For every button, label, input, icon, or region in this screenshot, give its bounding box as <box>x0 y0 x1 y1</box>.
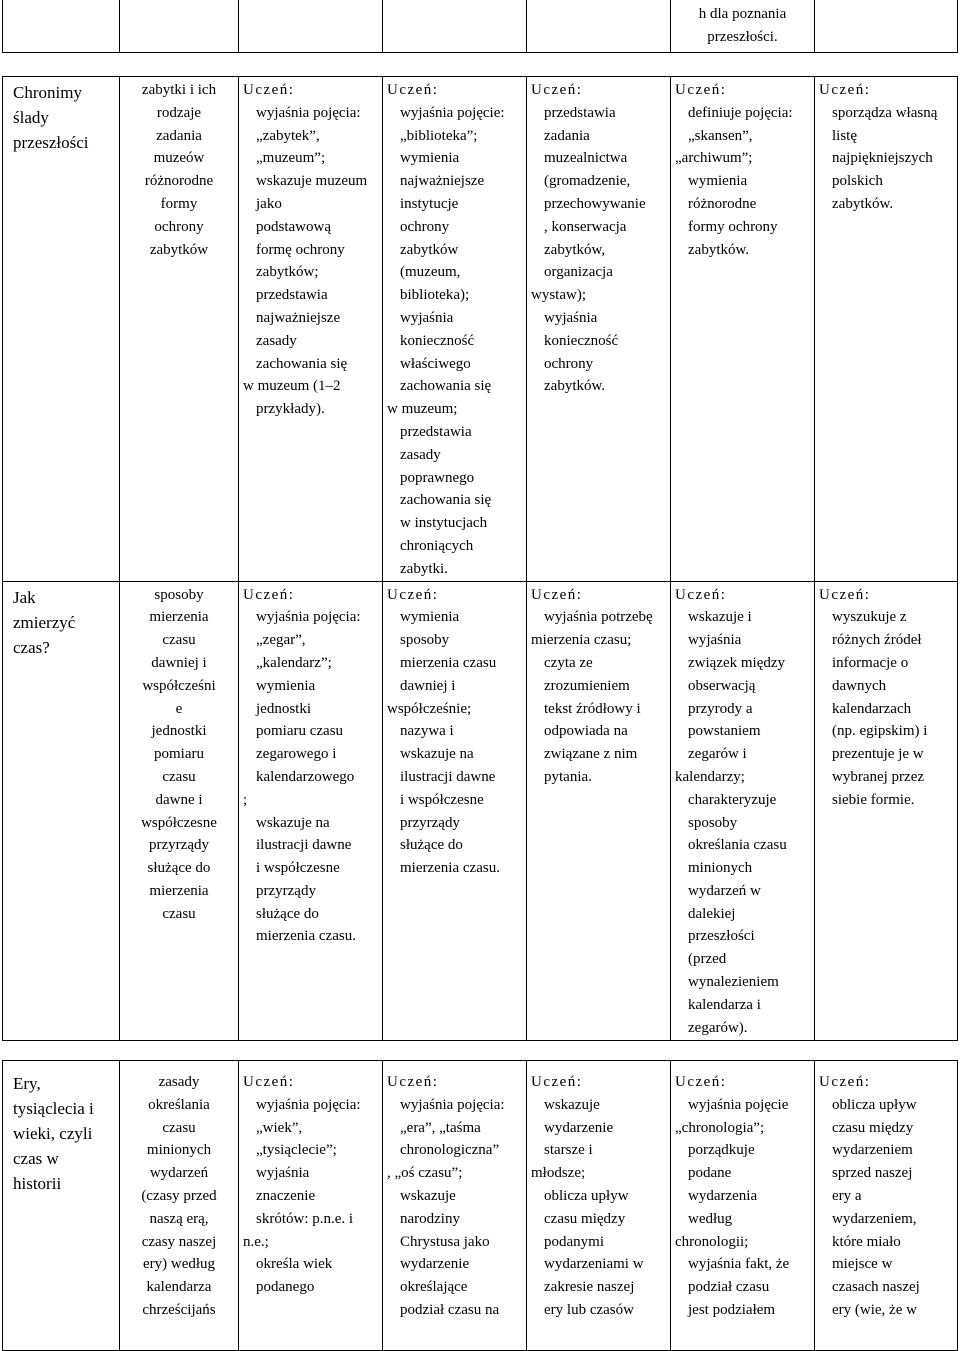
cell-line: ślady <box>13 108 49 127</box>
cell-line: naszą erą, <box>149 1210 209 1227</box>
cell-line: „wiek”, <box>256 1119 303 1136</box>
cell-line: (gromadzenie, <box>544 173 631 190</box>
cell-line: wyjaśnia pojęcia: <box>400 1096 505 1113</box>
level-cell <box>671 77 815 582</box>
cell-line: ery lub czasów <box>544 1301 634 1318</box>
cell-line: zasady <box>158 1074 200 1090</box>
cell-line: zrozumieniem <box>544 677 630 694</box>
cell-line: polskich <box>832 173 883 190</box>
student-label: Uczeń: <box>387 1074 439 1090</box>
student-label: Uczeń: <box>675 586 727 603</box>
topic-cell <box>3 1061 120 1351</box>
cell-line: wyjaśnia fakt, że <box>688 1256 790 1273</box>
cell-line: czyta ze <box>544 654 593 671</box>
cell-line: konieczność <box>544 332 619 349</box>
cell-line: zachowania się <box>400 378 492 395</box>
cell-line: wydarzeniem, <box>832 1210 917 1227</box>
cell-line: podstawową <box>256 218 331 235</box>
cell-line: charakteryzuje <box>688 791 777 808</box>
cell-line: czas? <box>13 637 50 657</box>
student-label: Uczeń: <box>531 586 583 603</box>
cell-line: pomiaru czasu <box>256 723 344 740</box>
student-label: Uczeń: <box>819 586 871 603</box>
cell-line: określania <box>148 1096 210 1113</box>
cell-line: określania czasu <box>688 837 787 854</box>
cell-line: narodziny <box>400 1210 460 1227</box>
cell-line: wydarzenie <box>400 1256 470 1273</box>
cell-line: przyrządy <box>149 837 209 854</box>
level-cell <box>239 77 383 582</box>
cell-line: czasy naszej <box>141 1233 217 1250</box>
cell <box>120 0 239 53</box>
cell-line: ery (wie, że w <box>832 1301 917 1318</box>
cell-line: sposoby <box>688 814 738 831</box>
cell-line: wskazuje <box>400 1187 456 1204</box>
table-row <box>3 77 958 582</box>
cell-line: ery) według <box>142 1256 216 1273</box>
cell-line: ilustracji dawne <box>400 768 496 785</box>
cell-line: wydarzeń <box>149 1165 209 1182</box>
level-cell <box>383 77 527 582</box>
cell-line: różnorodne <box>144 173 214 190</box>
cell-line: młodsze; <box>531 1165 586 1182</box>
cell-line: różnych źródeł <box>832 632 922 649</box>
cell-line: zachowania się <box>400 492 492 509</box>
cell-line: odpowiada na <box>544 723 628 740</box>
cell-line: dalekiej <box>688 905 736 922</box>
cell-line: w muzeum; <box>387 401 458 418</box>
cell-line: skrótów: p.n.e. i <box>256 1210 354 1227</box>
header-fragment-line: h dla poznania <box>698 6 787 22</box>
cell-line: ochrony <box>544 355 594 372</box>
cell-line: czasu <box>162 905 196 922</box>
cell-line: podane <box>688 1165 732 1182</box>
cell-line: „tysiąclecie”; <box>256 1142 337 1159</box>
cell-line: Chrystusa jako <box>400 1233 490 1250</box>
level-cell <box>527 77 671 582</box>
cell-line: wydarzenia <box>688 1187 758 1204</box>
cell-line: pomiaru <box>154 746 204 763</box>
cell-line: ilustracji dawne <box>256 837 352 854</box>
cell-line: zabytków; <box>256 264 319 281</box>
cell-line: podanymi <box>544 1233 604 1250</box>
cell-line: „zegar”, <box>256 632 306 649</box>
cell-line: oblicza upływ <box>832 1096 917 1113</box>
student-label: Uczeń: <box>675 1074 727 1090</box>
cell-line: czasu <box>162 632 196 649</box>
header-fragment-line: przeszłości. <box>707 28 778 45</box>
cell-line: właściwego <box>400 355 471 372</box>
cell-line: i współczesne <box>400 791 484 808</box>
cell-line: muzealnictwa <box>544 150 628 167</box>
cell-line: n.e.; <box>243 1233 269 1250</box>
cell-line: współcześnie; <box>387 700 472 717</box>
cell-line: oblicza upływ <box>544 1187 629 1204</box>
student-label: Uczeń: <box>387 586 439 603</box>
cell-line: chronologiczna” <box>400 1142 500 1159</box>
curriculum-table <box>2 76 958 1041</box>
topic-cell <box>3 581 120 1040</box>
cell-line: wymienia <box>400 609 460 626</box>
cell-line: przyrządy <box>256 882 316 899</box>
cell-line: różnorodne <box>688 195 757 212</box>
cell-line: instytucje <box>400 195 459 212</box>
cell-line: wymienia <box>400 150 460 167</box>
level-cell <box>815 77 958 582</box>
cell-line: konieczność <box>400 332 475 349</box>
cell-line: ochrony <box>154 218 204 235</box>
level-cell <box>527 1061 671 1351</box>
cell-line: chrześcijańs <box>142 1301 216 1318</box>
cell-line: zadania <box>156 127 202 144</box>
cell-line: podanego <box>256 1279 315 1296</box>
cell-line: które miało <box>832 1233 901 1250</box>
cell-line: sposoby <box>400 632 450 649</box>
cell-line: (np. egipskim) i <box>832 723 928 740</box>
cell-line: przyrządy <box>400 814 460 831</box>
level-cell <box>671 1061 815 1351</box>
cell-line: „biblioteka”; <box>400 127 478 144</box>
cell-line: wyjaśnia pojęcia: <box>256 1096 361 1113</box>
cell-line: poprawnego <box>400 469 475 486</box>
cell-line: wyjaśnia <box>400 309 454 326</box>
student-label: Uczeń: <box>819 1074 871 1090</box>
cell-line: starsze i <box>544 1142 593 1159</box>
cell-line: wyjaśnia pojęcie <box>688 1096 789 1113</box>
student-label: Uczeń: <box>387 82 439 98</box>
cell <box>527 0 671 53</box>
cell-line: najważniejsze <box>400 173 485 190</box>
cell-line: sporządza własną <box>832 104 938 121</box>
cell-line: tekst źródłowy i <box>544 700 641 717</box>
cell-line: „era”, „taśma <box>400 1119 481 1136</box>
cell-line: ery a <box>832 1187 862 1204</box>
cell-line: czasu między <box>832 1119 914 1136</box>
student-label: Uczeń: <box>675 82 727 98</box>
cell-line: formy ochrony <box>688 218 778 235</box>
cell-line: muzeów <box>153 150 205 167</box>
cell-line: mierzenia <box>149 609 209 626</box>
cell-line: minionych <box>146 1142 212 1159</box>
table-row <box>3 1061 958 1351</box>
cell-line: współcześni <box>142 677 216 694</box>
content-cell <box>120 77 239 582</box>
cell-line: dawnych <box>832 677 887 694</box>
cell-line: wskazuje i <box>688 609 752 626</box>
cell-line: chroniących <box>400 537 474 554</box>
cell-line: zasady <box>256 332 297 349</box>
cell-line: zasady <box>400 446 441 463</box>
cell-line: przedstawia <box>544 104 616 121</box>
cell-line: przyrody a <box>688 700 753 717</box>
student-label: Uczeń: <box>243 82 295 98</box>
cell-line: podział czasu na <box>400 1301 500 1318</box>
cell-line: wskazuje <box>544 1096 600 1113</box>
cell-line: określa wiek <box>256 1256 333 1273</box>
cell-line: wyjaśnia <box>544 309 598 326</box>
level-cell <box>239 1061 383 1351</box>
content-cell <box>120 581 239 1040</box>
cell-line: , konserwacja <box>544 218 627 235</box>
cell-line: dawne i <box>155 791 203 808</box>
cell-line: czas w <box>13 1149 59 1168</box>
cell-line: mierzenia <box>149 882 209 899</box>
cell-line: wskazuje muzeum <box>256 173 368 190</box>
cell-line: jako <box>256 195 282 212</box>
cell-line: czasu między <box>544 1210 626 1227</box>
cell-line: współczesne <box>141 814 217 831</box>
cell-line: zegarowego i <box>256 746 337 763</box>
cell-line: przeszłości <box>688 928 755 945</box>
cell-line: (czasy przed <box>141 1187 217 1204</box>
cell-line: jest podziałem <box>688 1301 776 1318</box>
cell <box>239 0 383 53</box>
cell-line: Ery, <box>13 1074 41 1093</box>
cell-line: zabytki i ich <box>141 82 217 98</box>
cell-line: służące do <box>147 860 211 877</box>
cell-line: kalendarza <box>146 1279 212 1296</box>
cell <box>383 0 527 53</box>
cell-line: listę <box>832 127 857 144</box>
cell-line: wyjaśnia <box>688 632 742 649</box>
cell-line: jednostki <box>256 700 311 717</box>
cell-line: mierzenia czasu; <box>531 632 632 649</box>
cell-line: organizacja <box>544 264 613 281</box>
student-label: Uczeń: <box>819 82 871 98</box>
cell-line: jednostki <box>151 723 207 740</box>
cell-line: wydarzeń w <box>688 882 761 899</box>
cell-line: Jak <box>13 587 36 607</box>
cell-line: „chronologia”; <box>675 1119 765 1136</box>
header-fragment-cell <box>671 0 815 53</box>
cell-line: wymienia <box>688 173 748 190</box>
cell-line: mierzenia czasu <box>400 654 497 671</box>
cell-line: zegarów). <box>688 1019 748 1036</box>
cell-line: mierzenia czasu. <box>256 928 356 945</box>
cell-line: ochrony <box>400 218 450 235</box>
cell-line: wydarzeniem <box>832 1142 913 1159</box>
cell-line: wyszukuje z <box>832 609 907 626</box>
table-row <box>3 581 958 1040</box>
cell-line: wydarzenie <box>544 1119 614 1136</box>
cell-line: zegarów i <box>688 746 747 763</box>
level-cell <box>671 581 815 1040</box>
cell-line: najpiękniejszych <box>832 150 933 167</box>
cell-line: czasu <box>162 768 196 785</box>
cell-line: przechowywanie <box>544 195 646 212</box>
cell-line: „muzeum”; <box>256 150 326 167</box>
cell <box>815 0 958 53</box>
cell-line: powstaniem <box>688 723 761 740</box>
cell-line: zabytków. <box>544 378 606 395</box>
topic-cell <box>3 77 120 582</box>
cell-line: (muzeum, <box>400 264 461 281</box>
curriculum-table-continued <box>2 1060 958 1351</box>
cell-line: kalendarzowego <box>256 768 355 785</box>
cell-line: według <box>688 1210 733 1227</box>
cell-line: zabytków <box>400 241 459 258</box>
cell-line: kalendarza i <box>688 996 761 1013</box>
cell-line: kalendarzy; <box>675 768 745 785</box>
cell-line: wybranej przez <box>832 768 925 785</box>
cell-line: miejsce w <box>832 1256 893 1273</box>
level-cell <box>383 1061 527 1351</box>
cell-line: wieki, czyli <box>13 1124 93 1143</box>
cell-line: służące do <box>400 837 463 854</box>
cell-line: porządkuje <box>688 1142 755 1159</box>
cell-line: zabytków. <box>688 241 750 258</box>
cell-line: wyjaśnia pojęcia: <box>256 609 361 626</box>
cell-line: przeszłości <box>13 133 89 152</box>
cell-line: służące do <box>256 905 319 922</box>
cell-line: najważniejsze <box>256 309 341 326</box>
level-cell <box>815 581 958 1040</box>
cell <box>3 0 120 53</box>
cell-line: wyjaśnia pojęcia: <box>256 104 361 121</box>
cell-line: zakresie naszej <box>544 1279 635 1296</box>
level-cell <box>239 581 383 1040</box>
cell-line: wskazuje na <box>256 814 330 831</box>
cell-line: , „oś czasu”; <box>387 1165 463 1182</box>
cell-line: formy <box>160 195 198 212</box>
student-label: Uczeń: <box>243 586 295 603</box>
cell-line: formę ochrony <box>256 241 345 258</box>
cell-line: „zabytek”, <box>256 127 320 144</box>
cell-line: przedstawia <box>256 287 328 304</box>
cell-line: e <box>175 700 183 717</box>
cell-line: wskazuje na <box>400 746 474 763</box>
student-label: Uczeń: <box>243 1074 295 1090</box>
cell-line: i współczesne <box>256 860 340 877</box>
cell-line: czasu <box>162 1119 196 1136</box>
cell-line: w instytucjach <box>400 515 488 532</box>
cell-line: „skansen”, <box>688 127 753 144</box>
cell-line: zabytków, <box>544 241 606 258</box>
cell-line: historii <box>13 1174 62 1193</box>
cell-line: dawniej i <box>400 677 456 694</box>
cell-line: w muzeum (1–2 <box>243 378 341 395</box>
cell-line: „archiwum”; <box>675 150 753 167</box>
cell-line: związane z nim <box>544 746 638 763</box>
cell-line: rodzaje <box>156 104 202 121</box>
student-label: Uczeń: <box>531 82 583 98</box>
cell-line: mierzenia czasu. <box>400 860 500 877</box>
cell-line: kalendarzach <box>832 700 912 717</box>
cell-line: zabytków. <box>832 195 894 212</box>
cell-line: znaczenie <box>256 1187 316 1204</box>
cell-line: prezentuje je w <box>832 746 924 763</box>
cell-line: wymienia <box>256 677 316 694</box>
cell-line: związek między <box>688 654 786 671</box>
cell-line: nazywa i <box>400 723 454 740</box>
cell-line: sposoby <box>154 586 204 603</box>
level-cell <box>527 581 671 1040</box>
cell-line: ; <box>243 791 248 808</box>
cell-line: „kalendarz”; <box>256 654 332 671</box>
cell-line: obserwacją <box>688 677 756 694</box>
cell-line: tysiąclecia i <box>13 1099 94 1118</box>
cell-line: chronologii; <box>675 1233 749 1250</box>
cell-line: zabytków <box>149 241 209 258</box>
cell-line: dawniej i <box>151 654 207 671</box>
cell-line: Chronimy <box>13 83 82 102</box>
cell-line: minionych <box>688 860 753 877</box>
cell-line: zmierzyć <box>13 612 76 632</box>
cell-line: zadania <box>544 127 590 144</box>
cell-line: przykłady). <box>256 401 325 418</box>
cell-line: pytania. <box>544 768 592 785</box>
table-continuation <box>2 0 958 53</box>
cell-line: wynalezieniem <box>688 974 779 991</box>
cell-line: czasach naszej <box>832 1279 920 1296</box>
cell-line: zachowania się <box>256 355 348 372</box>
cell-line: wyjaśnia pojęcie: <box>400 104 505 121</box>
cell-line: siebie formie. <box>832 791 915 808</box>
cell-line: wydarzeniami w <box>544 1256 644 1273</box>
cell-line: określające <box>400 1279 468 1296</box>
student-label: Uczeń: <box>531 1074 583 1090</box>
cell-line: biblioteka); <box>400 287 470 304</box>
cell-line: wyjaśnia <box>256 1165 310 1182</box>
cell-line: zabytki. <box>400 560 448 577</box>
cell-line: sprzed naszej <box>832 1165 913 1182</box>
cell-line: wyjaśnia potrzebę <box>544 609 653 626</box>
cell-line: podział czasu <box>688 1279 770 1296</box>
content-cell <box>120 1061 239 1351</box>
level-cell <box>383 581 527 1040</box>
level-cell <box>815 1061 958 1351</box>
cell-line: wystaw); <box>531 287 586 304</box>
cell-line: informacje o <box>832 654 909 671</box>
cell-line: definiuje pojęcia: <box>688 104 793 121</box>
cell-line: przedstawia <box>400 423 472 440</box>
cell-line: (przed <box>688 951 727 968</box>
